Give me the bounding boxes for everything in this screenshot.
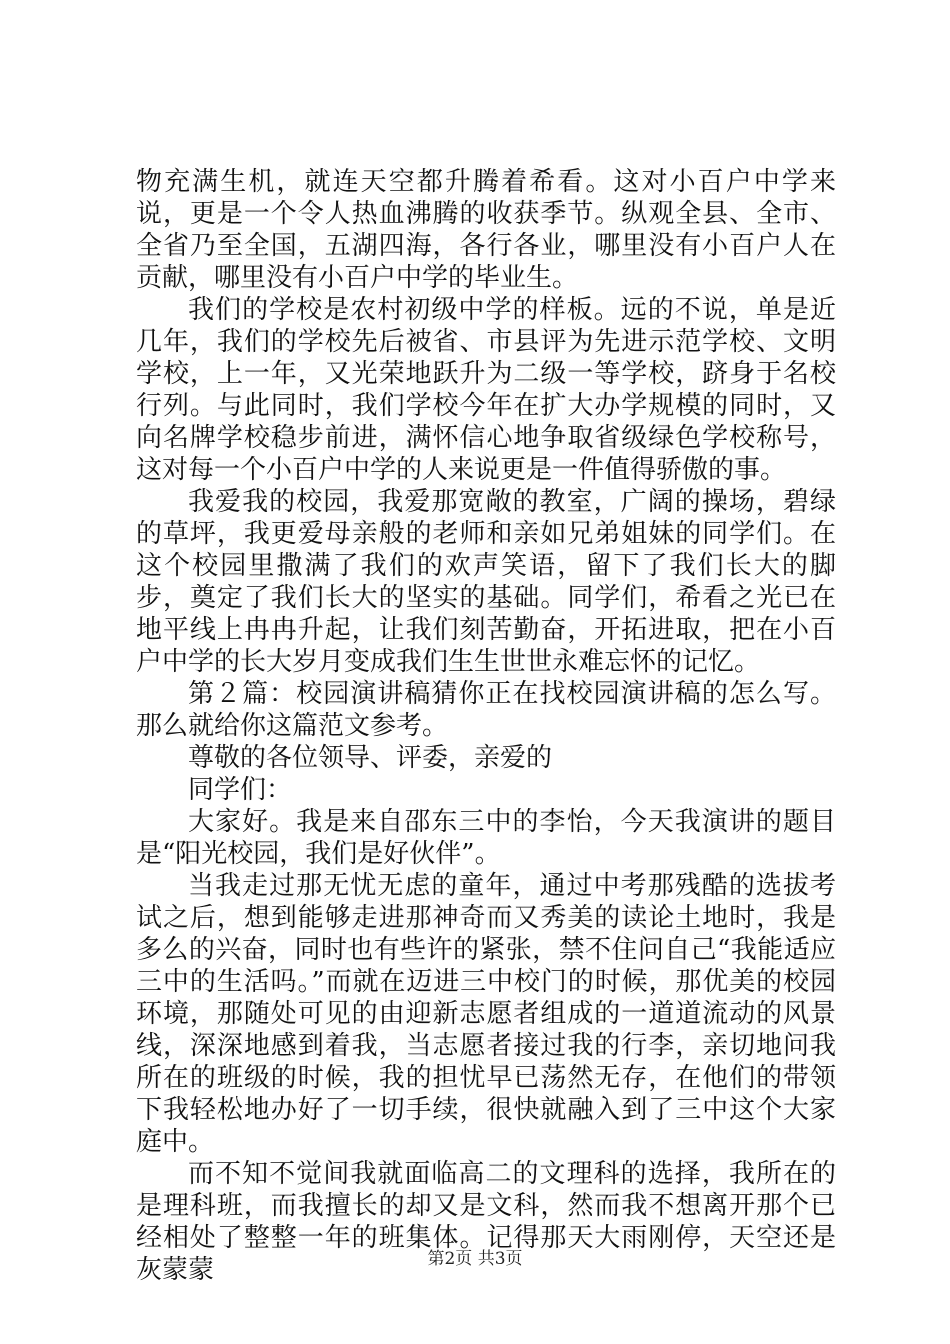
paragraph-6: 同学们： <box>188 775 293 805</box>
page-footer: 第2页 共3页 <box>427 1249 523 1269</box>
paragraph-3: 我爱我的校园，我爱那宽敞的教室，广阔的操场，碧绿的草坪，我更爱母亲般的老师和亲如兄弟姐妹的同学们。在这个校园里撒满了我们的欢声笑语，留下了我们长大的脚步，奠定了我们长大的坚实的基础。同学们，希看之光已在地平线上冉冉升起，让我们刻苦勤奋，开拓进取，把在小百户中学的长大岁月变成我们生生世世永难忘怀的记忆。 <box>136 487 836 677</box>
paragraph-8: 当我走过那无忧无虑的童年，通过中考那残酷的选拔考试之后，想到能够走进那神奇而又秀美的读论土地时，我是多么的兴奋，同时也有些许的紧张，禁不住问自己“我能适应三中的生活吗。”而就在迈进三中校门的时候，那优美的校园环境，那随处可见的由迎新志愿者组成的一道道流动的风景线，深深地感到着我，当志愿者接过我的行李，亲切地问我所在的班级的时候，我的担忧早已荡然无存，在他们的带领下我轻松地办好了一切手续，很快就融入到了三中这个大家庭中。 <box>136 871 836 1157</box>
paragraph-9: 而不知不觉间我就面临高二的文理科的选择，我所在的是理科班，而我擅长的却又是文科，然而我不想离开那个已经相处了整整一年的班集体。记得那天大雨刚停，天空还是灰蒙蒙 <box>136 1159 836 1285</box>
paragraph-4: 第２篇：校园演讲稿猜你正在找校园演讲稿的怎么写。那么就给你这篇范文参考。 <box>136 679 836 741</box>
paragraph-1: 物充满生机，就连天空都升腾着希看。这对小百户中学来说，更是一个令人热血沸腾的收获季节。纵观全县、全市、全省乃至全国，五湖四海，各行各业，哪里没有小百户人在贡献，哪里没有小百户中学的毕业生。 <box>136 167 836 293</box>
paragraph-7: 大家好。我是来自邵东三中的李怡，今天我演讲的题目是“阳光校园，我们是好伙伴”。 <box>136 807 836 869</box>
paragraph-5: 尊敬的各位领导、评委，亲爱的 <box>188 743 553 773</box>
document-body <box>136 166 836 1286</box>
paragraph-2: 我们的学校是农村初级中学的样板。远的不说，单是近几年，我们的学校先后被省、市县评为先进示范学校、文明学校，上一年，又光荣地跃升为二级一等学校，跻身于名校行列。与此同时，我们学校今年在扩大办学规模的同时，又向名牌学校稳步前进，满怀信心地争取省级绿色学校称号，这对每一个小百户中学的人来说更是一件值得骄傲的事。 <box>136 295 836 485</box>
